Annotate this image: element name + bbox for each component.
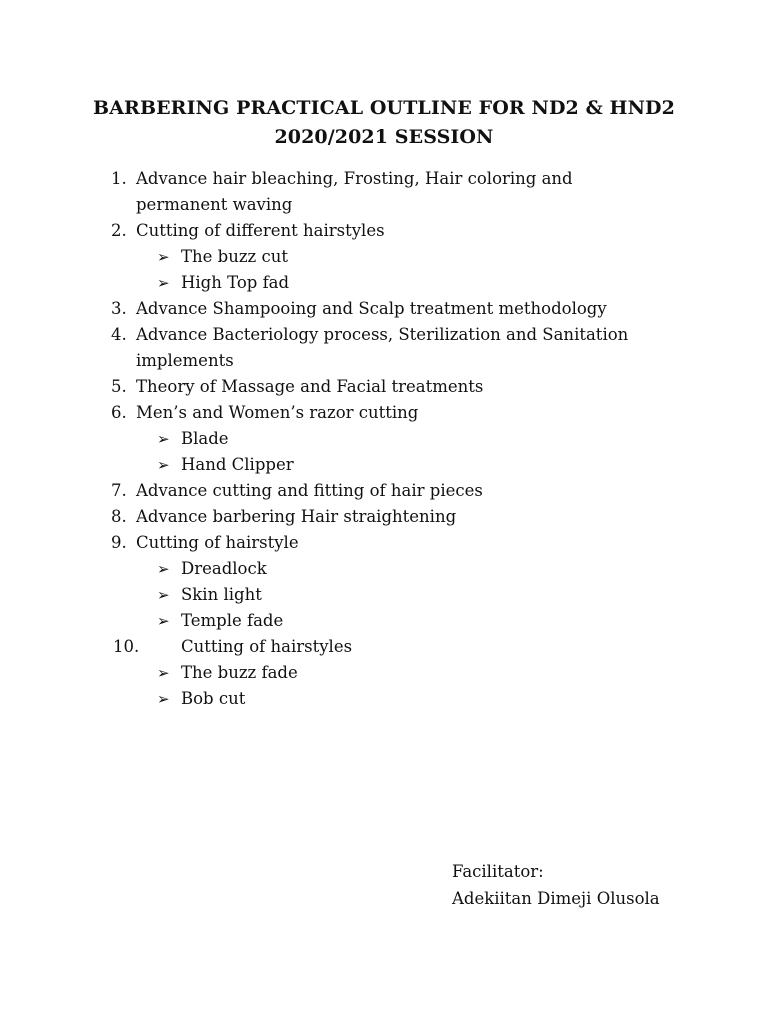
sub-list-item-text: The buzz fade: [181, 663, 298, 682]
sub-list-item-text: Hand Clipper: [181, 455, 294, 474]
list-item: [0, 322, 768, 374]
list-item-text: Theory of Massage and Facial treatments: [136, 377, 484, 396]
arrow-bullet-icon: ➢: [157, 248, 170, 266]
arrow-bullet-icon: ➢: [157, 430, 170, 448]
list-item: [0, 218, 768, 244]
sub-list-item-text: Dreadlock: [181, 559, 267, 578]
document-subtitle: 2020/2021 SESSION: [274, 126, 494, 148]
list-item: [0, 166, 768, 218]
list-item-number: 4.: [111, 325, 127, 344]
practical-outline-list: [0, 166, 768, 712]
list-item-number: 2.: [111, 221, 127, 240]
list-item-text: Advance barbering Hair straightening: [136, 507, 457, 526]
list-item-text: Advance Shampooing and Scalp treatment methodology: [136, 299, 607, 318]
sub-list-item-text: The buzz cut: [181, 247, 288, 266]
list-item-text: Advance hair bleaching, Frosting, Hair coloring and permanent waving: [136, 169, 573, 214]
list-item: [0, 400, 768, 426]
sub-list-item: [0, 426, 768, 452]
list-item-text: Cutting of different hairstyles: [136, 221, 385, 240]
arrow-bullet-icon: ➢: [157, 274, 170, 292]
sub-list-item-text: High Top fad: [181, 273, 290, 292]
list-item: [0, 504, 768, 530]
sub-list-item: [0, 556, 768, 582]
list-item-number: 1.: [111, 169, 127, 188]
list-item-number: 9.: [111, 533, 127, 552]
list-item-number: 6.: [111, 403, 127, 422]
sub-list-item: [0, 452, 768, 478]
list-item-number: 3.: [111, 299, 127, 318]
sub-list-item-text: Bob cut: [181, 689, 246, 708]
sub-list-item: [0, 270, 768, 296]
sub-list-item: [0, 686, 768, 712]
arrow-bullet-icon: ➢: [157, 560, 170, 578]
list-item-text: Men’s and Women’s razor cutting: [136, 403, 419, 422]
list-item-text: Cutting of hairstyles: [181, 637, 353, 656]
list-item-number: 10.: [113, 637, 140, 656]
list-item-text: Advance Bacteriology process, Sterilization and Sanitation implements: [136, 325, 629, 370]
list-item: [0, 634, 768, 660]
list-item-number: 8.: [111, 507, 127, 526]
list-item-number: 7.: [111, 481, 127, 500]
sub-list-item: [0, 244, 768, 270]
sub-list-item: [0, 582, 768, 608]
facilitator-name: Adekiitan Dimeji Olusola: [452, 889, 660, 908]
arrow-bullet-icon: ➢: [157, 664, 170, 682]
list-item-text: Cutting of hairstyle: [136, 533, 299, 552]
arrow-bullet-icon: ➢: [157, 456, 170, 474]
arrow-bullet-icon: ➢: [157, 612, 170, 630]
sub-list-item-text: Skin light: [181, 585, 262, 604]
list-item: [0, 478, 768, 504]
arrow-bullet-icon: ➢: [157, 586, 170, 604]
list-item: [0, 374, 768, 400]
list-item: [0, 530, 768, 556]
sub-list-item-text: Blade: [181, 429, 229, 448]
sub-list-item: [0, 608, 768, 634]
facilitator-label: Facilitator:: [452, 862, 544, 881]
sub-list-item: [0, 660, 768, 686]
sub-list-item-text: Temple fade: [181, 611, 284, 630]
document-title: BARBERING PRACTICAL OUTLINE FOR ND2 & HND2: [93, 97, 675, 119]
facilitator-block: [452, 858, 660, 912]
list-item-text: Advance cutting and fitting of hair pieces: [136, 481, 483, 500]
list-item-number: 5.: [111, 377, 127, 396]
arrow-bullet-icon: ➢: [157, 690, 170, 708]
list-item: [0, 296, 768, 322]
